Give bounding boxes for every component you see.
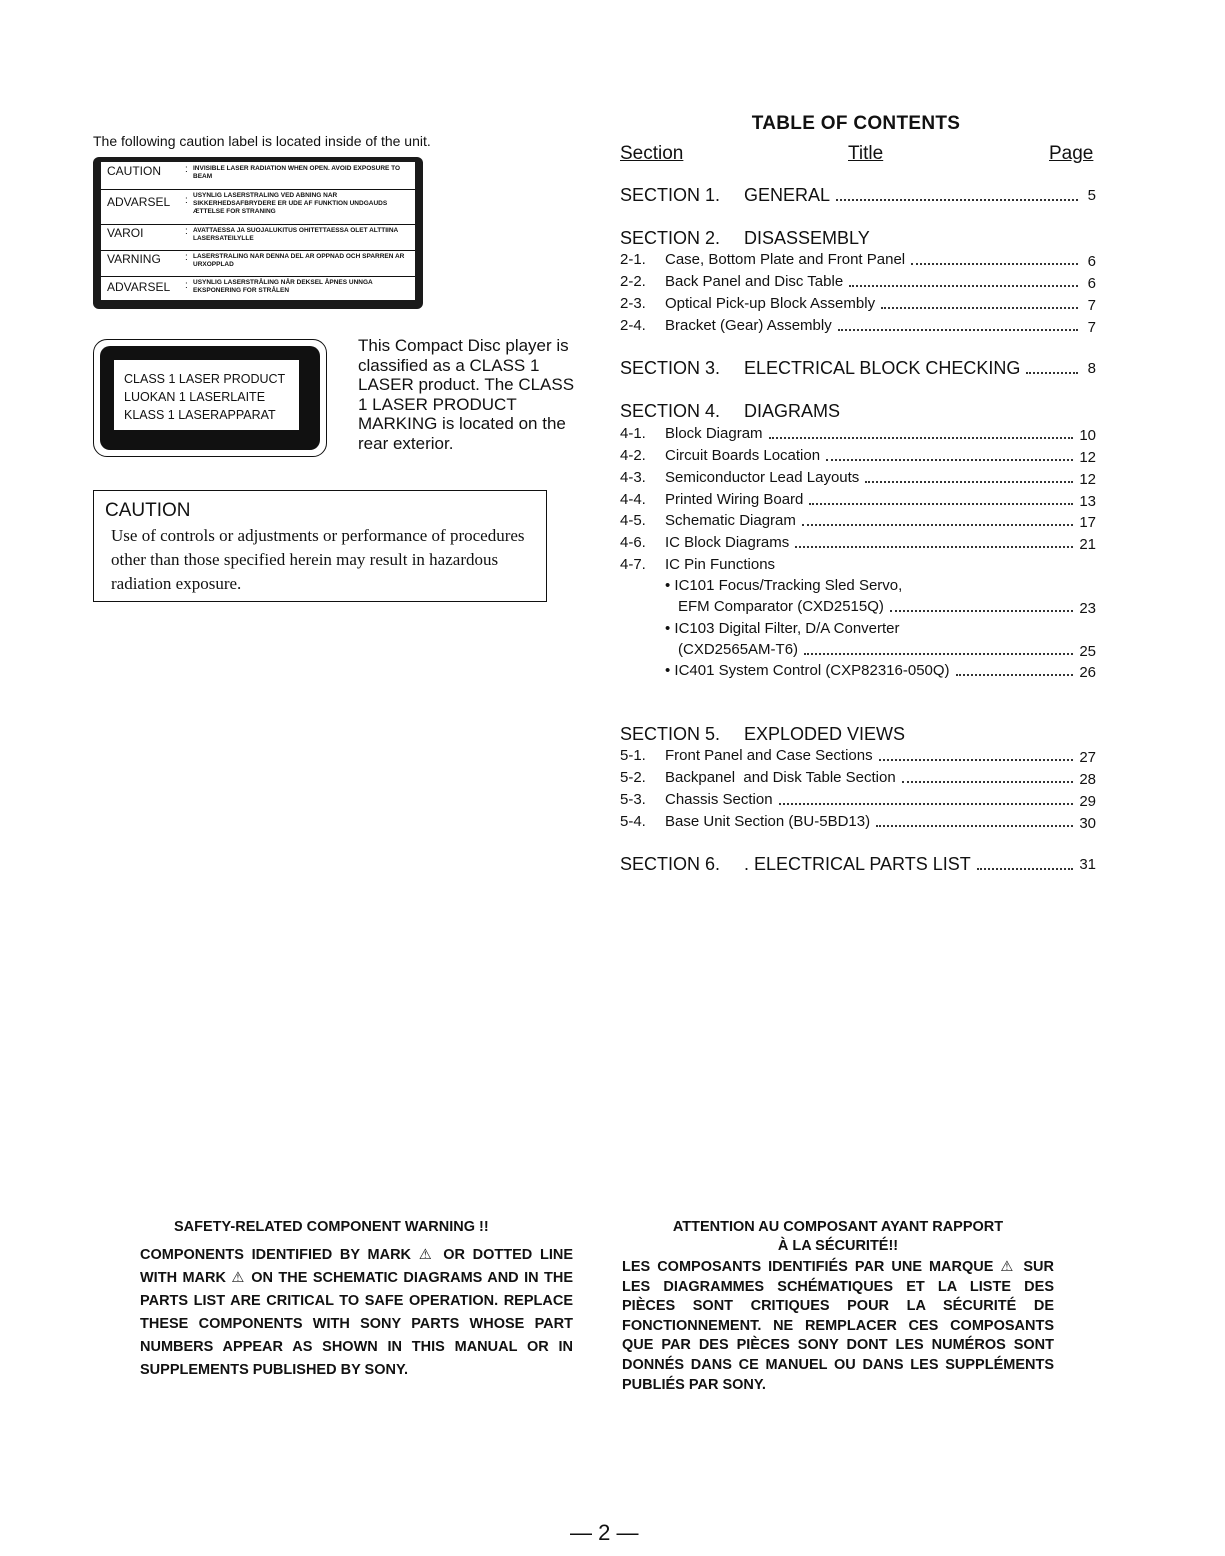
toc-section-5[interactable] — [620, 724, 1096, 745]
toc-section-2[interactable] — [620, 228, 1096, 249]
item-title: Optical Pick-up Block Assembly — [665, 295, 876, 312]
item-title: Printed Wiring Board — [665, 491, 804, 508]
label-colon: : — [185, 226, 188, 237]
section-title: DIAGRAMS — [744, 401, 841, 421]
toc-item[interactable] — [620, 813, 1096, 832]
label-language: VAROI — [107, 226, 144, 240]
item-number: 4-7. — [620, 556, 646, 573]
toc-section-3[interactable] — [620, 358, 1096, 379]
warning-fr-text: SUR LES DIAGRAMMES SCHÉMATIQUES ET LA LISTE DES PIÈCES SONT CRITIQUES POUR LA SÉCURITÉ DE FONCTIONNEMENT. NE REMPLACER CES COMPOSANTS QUE PAR DES PIÈCES SONY DONT LES NUMÉROS SONT DONNÉS DANS CE MANUEL OU DANS LES SUPPLÉMENTS PUBLIÉS PAR SONY. — [622, 1259, 1055, 1393]
page-number-ref: 6 — [1087, 275, 1096, 292]
class-label-line: CLASS 1 LASER PRODUCT — [124, 372, 286, 386]
label-colon: : — [185, 280, 188, 291]
toc-item[interactable] — [620, 791, 1096, 810]
page-number-ref: 17 — [1079, 514, 1096, 531]
toc-section-4[interactable] — [620, 401, 1096, 422]
item-title: Front Panel and Case Sections — [665, 747, 873, 764]
label-language: CAUTION — [107, 164, 161, 178]
toc-subitem-line — [665, 620, 1096, 637]
item-title: Backpanel and Disk Table Section — [665, 769, 896, 786]
toc-item[interactable] — [620, 317, 1096, 336]
class-label-line: KLASS 1 LASERAPPARAT — [124, 408, 276, 422]
section-title: EXPLODED VIEWS — [744, 724, 906, 744]
subitem-title: • IC101 Focus/Tracking Sled Servo, — [665, 577, 903, 594]
warning-en-body — [140, 1244, 573, 1382]
item-number: 5-3. — [620, 791, 646, 808]
page-number-ref: 12 — [1079, 471, 1096, 488]
class-1-laser-label — [93, 339, 327, 457]
warning-fr-title-line: À LA SÉCURITÉ!! — [777, 1238, 899, 1254]
page-number-ref: 27 — [1079, 749, 1096, 766]
item-number: 4-3. — [620, 469, 646, 486]
label-language: ADVARSEL — [107, 195, 171, 209]
item-number: 2-3. — [620, 295, 646, 312]
toc-item[interactable] — [620, 534, 1096, 553]
item-number: 4-6. — [620, 534, 646, 551]
toc-title: TABLE OF CONTENTS — [751, 113, 961, 134]
label-text: USYNLIG LASERSTRÅLING NÅR DEKSEL ÅPNES UNNGA EKSPONERING FOR STRÅLEN — [193, 279, 373, 294]
label-text: USYNLIG LASERSTRALING VED ABNING NAR SIKKERHEDSAFBRYDERE ER UDE AF FUNKTION UNDGAUDS ÆTTELSE FOR STRANING — [193, 192, 388, 215]
warning-en-text: OR DOTTED LINE WITH MARK — [140, 1247, 574, 1286]
item-title: Schematic Diagram — [665, 512, 796, 529]
item-title: Block Diagram — [665, 425, 763, 442]
toc-item[interactable] — [620, 747, 1096, 766]
warning-triangle-icon: ⚠ — [418, 1247, 436, 1263]
warning-fr-title — [622, 1218, 1054, 1256]
subitem-title: • IC103 Digital Filter, D/A Converter — [665, 620, 900, 637]
section-number: SECTION 1. — [620, 185, 721, 205]
toc-item[interactable] — [620, 512, 1096, 531]
item-title: Bracket (Gear) Assembly — [665, 317, 832, 334]
section-number: SECTION 3. — [620, 358, 721, 378]
toc-header-section: Section — [620, 143, 684, 164]
label-colon: : — [185, 252, 188, 263]
warning-fr-text: LES COMPOSANTS IDENTIFIÉS PAR UNE MARQUE — [622, 1259, 994, 1275]
section-number: SECTION 2. — [620, 228, 721, 248]
warning-en-title: SAFETY-RELATED COMPONENT WARNING !! — [174, 1219, 489, 1235]
page-number-ref: 25 — [1079, 643, 1096, 660]
page-number-ref: 5 — [1087, 187, 1096, 204]
item-title: IC Block Diagrams — [665, 534, 790, 551]
page-number-ref: 7 — [1087, 319, 1096, 336]
toc-subitem[interactable] — [678, 641, 1096, 660]
toc-item[interactable] — [620, 251, 1096, 270]
warning-fr-title-line: ATTENTION AU COMPOSANT AYANT RAPPORT — [672, 1219, 1004, 1235]
toc-subitem[interactable] — [678, 598, 1096, 617]
item-number: 5-1. — [620, 747, 646, 764]
section-title: ELECTRICAL BLOCK CHECKING — [744, 358, 1021, 378]
toc-item[interactable] — [620, 769, 1096, 788]
section-number: SECTION 4. — [620, 401, 721, 421]
warning-fr-body — [622, 1258, 1054, 1395]
label-language: VARNING — [107, 252, 161, 266]
page-number-ref: 8 — [1087, 360, 1096, 377]
page-number-ref: 29 — [1079, 793, 1096, 810]
page-number-ref: 13 — [1079, 493, 1096, 510]
toc-item[interactable] — [620, 556, 1096, 573]
section-title: GENERAL — [744, 185, 831, 205]
subitem-title: • IC401 System Control (CXP82316-050Q) — [665, 662, 950, 679]
item-title: Base Unit Section (BU-5BD13) — [665, 813, 871, 830]
toc-header-title: Title — [848, 143, 884, 164]
toc-item[interactable] — [620, 425, 1096, 444]
label-colon: : — [185, 164, 188, 175]
caution-label-row — [101, 189, 415, 225]
toc-subitem-line — [665, 577, 1096, 594]
item-number: 4-4. — [620, 491, 646, 508]
page-number-ref: 7 — [1087, 297, 1096, 314]
section-number: SECTION 6. — [620, 854, 721, 874]
item-number: 4-1. — [620, 425, 646, 442]
item-number: 2-4. — [620, 317, 646, 334]
caution-label-row — [101, 250, 415, 277]
page-number-ref: 10 — [1079, 427, 1096, 444]
warning-en-text: ON THE SCHEMATIC DIAGRAMS AND IN THE PARTS LIST ARE CRITICAL TO SAFE OPERATION. REPLACE THESE COMPONENTS WITH SONY PARTS WHOSE PART NUMBERS APPEAR AS SHOWN IN THIS MANUAL OR IN SUPPLEMENTS PUBLISHED BY SONY. — [140, 1270, 574, 1378]
page-number-ref: 23 — [1079, 600, 1096, 617]
item-title: Back Panel and Disc Table — [665, 273, 844, 290]
section-title: . ELECTRICAL PARTS LIST — [744, 854, 971, 874]
item-title: Chassis Section — [665, 791, 773, 808]
item-number: 2-1. — [620, 251, 646, 268]
toc-item[interactable] — [620, 447, 1096, 466]
item-title: Semiconductor Lead Layouts — [665, 469, 860, 486]
toc-header-page: Page — [1049, 143, 1094, 164]
label-text: AVATTAESSA JA SUOJALUKITUS OHITETTAESSA OLET ALTTIINA LASERSATEILYLLE — [193, 227, 398, 242]
toc-item[interactable] — [620, 491, 1096, 510]
item-number: 2-2. — [620, 273, 646, 290]
toc-item[interactable] — [620, 273, 1096, 292]
item-number: 4-5. — [620, 512, 646, 529]
label-colon: : — [185, 195, 188, 206]
caution-label-row — [101, 162, 415, 190]
label-language: ADVARSEL — [107, 280, 171, 294]
subitem-title: (CXD2565AM-T6) — [678, 641, 799, 658]
class-label-line: LUOKAN 1 LASERLAITE — [124, 390, 266, 404]
caution-box — [93, 490, 547, 602]
warning-triangle-icon: ⚠ — [231, 1270, 246, 1286]
item-number: 4-2. — [620, 447, 646, 464]
label-text: LASERSTRALING NAR DENNA DEL AR OPPNAD OCH SPARREN AR URXOPPLAD — [193, 253, 405, 268]
caution-label-row — [101, 224, 415, 251]
warning-triangle-icon: ⚠ — [1000, 1259, 1017, 1275]
item-title: Case, Bottom Plate and Front Panel — [665, 251, 906, 268]
toc-section-1[interactable] — [620, 185, 1096, 206]
page-number-ref: 28 — [1079, 771, 1096, 788]
section-number: SECTION 5. — [620, 724, 721, 744]
toc-item[interactable] — [620, 469, 1096, 488]
subitem-title: EFM Comparator (CXD2515Q) — [678, 598, 884, 615]
caution-label-row — [101, 276, 415, 300]
item-title: IC Pin Functions — [665, 556, 776, 573]
warning-en-text: COMPONENTS IDENTIFIED BY MARK — [140, 1247, 412, 1263]
page-number-ref: 21 — [1079, 536, 1096, 553]
caution-label — [93, 157, 423, 309]
page-number: — 2 — — [570, 1520, 639, 1545]
item-number: 5-4. — [620, 813, 646, 830]
toc-subitem[interactable] — [665, 662, 1096, 681]
item-number: 5-2. — [620, 769, 646, 786]
caution-heading: CAUTION — [105, 500, 191, 521]
class-1-description: This Compact Disc player is classified as a CLASS 1 LASER product. The CLASS 1 LASER PRODUCT MARKING is located on the rear exterior. — [358, 336, 575, 453]
page-number-ref: 26 — [1079, 664, 1096, 681]
page-number-ref: 6 — [1087, 253, 1096, 270]
section-title: DISASSEMBLY — [744, 228, 870, 248]
toc-item[interactable] — [620, 295, 1096, 314]
page-number-ref: 12 — [1079, 449, 1096, 466]
label-text: INVISIBLE LASER RADIATION WHEN OPEN. AVOID EXPOSURE TO BEAM — [193, 165, 401, 180]
caution-label-intro: The following caution label is located inside of the unit. — [93, 133, 431, 149]
caution-text: Use of controls or adjustments or performance of procedures other than those specified herein may result in hazardous radiation exposure. — [111, 526, 525, 593]
toc-section-6[interactable] — [620, 854, 1096, 875]
page-number-ref: 30 — [1079, 815, 1096, 832]
page-number-ref: 31 — [1079, 856, 1096, 873]
item-title: Circuit Boards Location — [665, 447, 821, 464]
